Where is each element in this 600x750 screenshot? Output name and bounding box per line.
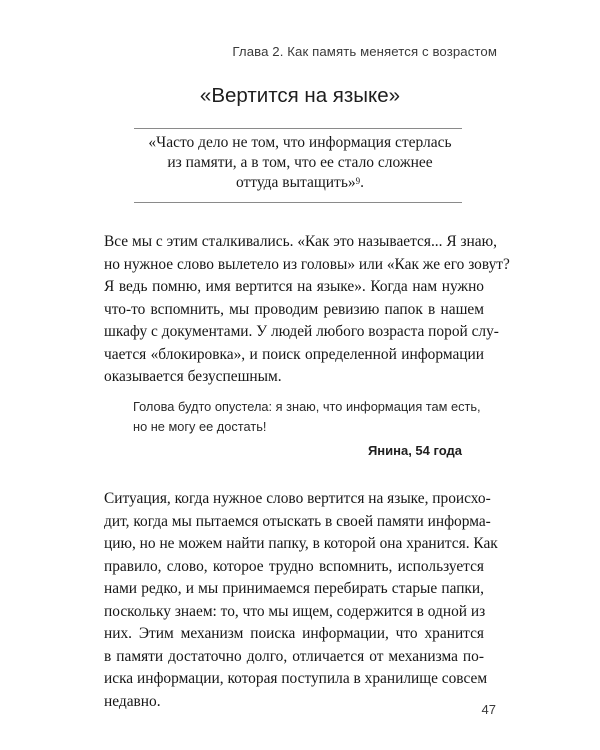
epigraph-line: из памяти, а в том, что ее стало сложнее	[167, 154, 433, 171]
epigraph	[0, 133, 600, 193]
paragraph-line: правило, слово, которое трудно вспомнить, используется	[104, 557, 484, 575]
paragraph-line: но нужное слово вылетело из головы» или «Как же его зовут?	[104, 255, 510, 273]
paragraph-line: Я ведь помню, имя вертится на языке». Когда нам нужно	[104, 278, 484, 295]
epigraph-line: «Часто дело не том, что информация стерлась	[148, 134, 452, 151]
epigraph-end-punctuation: .	[360, 174, 365, 191]
paragraph-line: нами редко, и мы принимаемся перебирать старые папки,	[104, 580, 484, 597]
paragraph-1	[104, 231, 510, 389]
running-header: Глава 2. Как память меняется с возрастом	[232, 44, 497, 59]
epigraph-top-rule	[134, 128, 462, 129]
paragraph-line: в памяти достаточно долго, отличается от механизма по-	[104, 647, 484, 665]
page-number: 47	[481, 702, 496, 717]
paragraph-line: чается «блокировка», и поиск определенной информации	[104, 345, 484, 363]
epigraph-line-text: оттуда вытащить»	[235, 174, 356, 191]
paragraph-line: иска информации, которая поступила в хранилище совсем	[104, 670, 488, 687]
paragraph-line: поскольку знаем: то, что мы ищем, содержится в одной из	[104, 602, 486, 620]
footnote-mark: 9	[355, 176, 361, 186]
pull-quote	[133, 397, 481, 436]
paragraph-line: дит, когда мы пытаемся отыскать в своей памяти информа-	[104, 512, 491, 530]
epigraph-bottom-rule	[134, 202, 462, 203]
paragraph-line: что-то вспомнить, мы проводим ревизию папок в нашем	[104, 300, 484, 318]
paragraph-line: недавно.	[104, 692, 161, 710]
quote-line: Голова будто опустела: я знаю, что информация там есть,	[133, 399, 481, 414]
paragraph-line: оказывается безуспешным.	[104, 368, 282, 385]
section-title: «Вертится на языке»	[199, 84, 401, 107]
paragraph-line: них. Этим механизм поиска информации, что хранится	[104, 625, 484, 642]
paragraph-line: Все мы с этим сталкивались. «Как это называется... Я знаю,	[104, 233, 497, 250]
paragraph-line: шкафу с документами. У людей любого возраста порой слу-	[104, 323, 499, 340]
quote-line: но не могу ее достать!	[133, 418, 267, 434]
paragraph-line: Ситуация, когда нужное слово вертится на языке, происхо-	[104, 490, 491, 507]
quote-attribution: Янина, 54 года	[367, 443, 462, 458]
epigraph-line	[0, 173, 600, 193]
paragraph-line: цию, но не можем найти папку, в которой она хранится. Как	[104, 535, 498, 552]
